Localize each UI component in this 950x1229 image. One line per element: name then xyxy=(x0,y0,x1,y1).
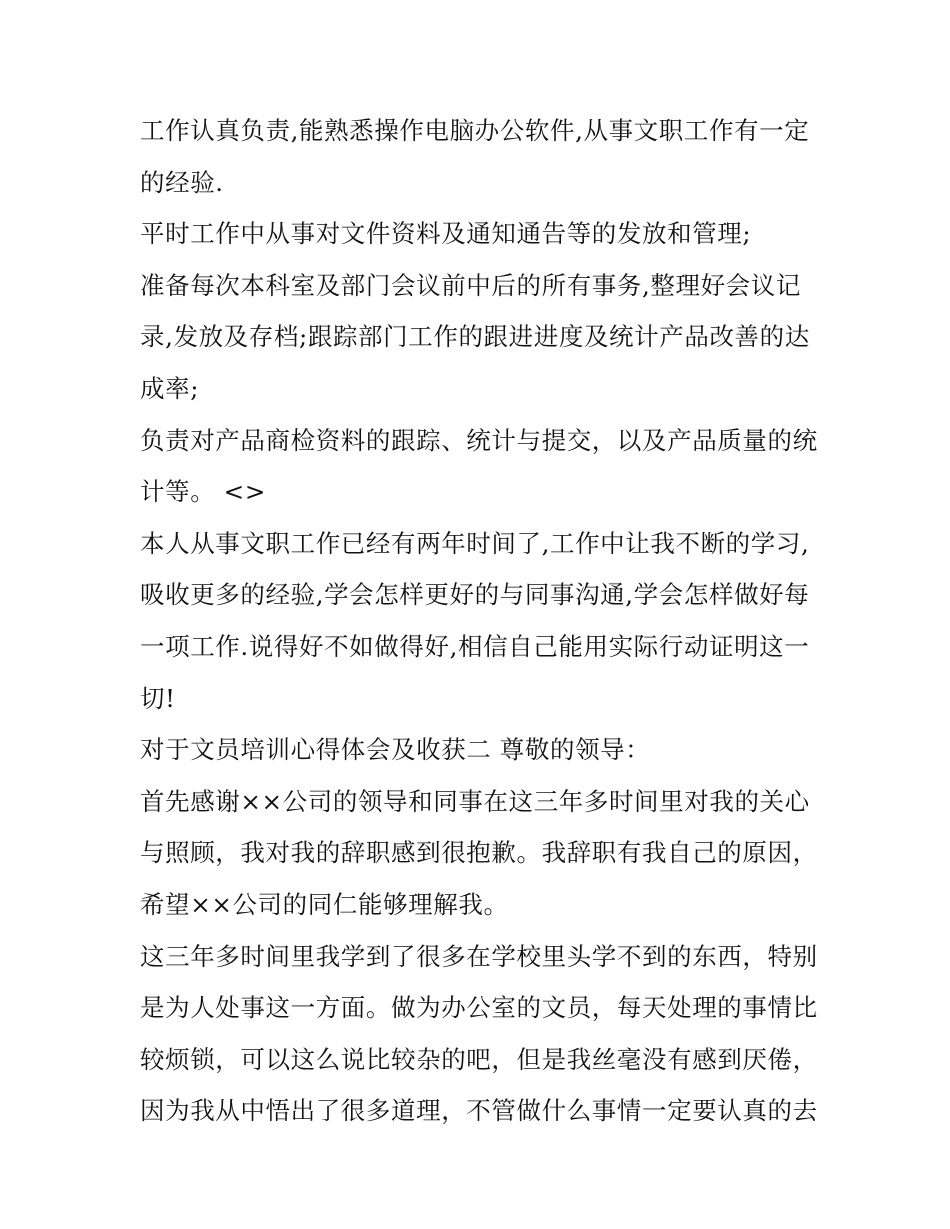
text-line: 这三年多时间里我学到了很多在学校里头学不到的东西，特别 xyxy=(140,941,818,971)
text-line: 因为我从中悟出了很多道理，不管做什么事情一定要认真的去 xyxy=(140,1096,818,1126)
text-line: 准备每次本科室及部门会议前中后的所有事务,整理好会议记 xyxy=(140,270,801,300)
text-line: 希望××公司的同仁能够理解我。 xyxy=(140,889,509,919)
text-line: 平时工作中从事对文件资料及通知通告等的发放和管理; xyxy=(140,219,752,249)
text-line: 切! xyxy=(140,683,176,713)
text-line: 本人从事文职工作已经有两年时间了,工作中让我不断的学习, xyxy=(140,528,810,558)
text-line: 是为人处事这一方面。做为办公室的文员，每天处理的事情比 xyxy=(140,993,818,1023)
text-line: 对于文员培训心得体会及收获二 尊敬的领导： xyxy=(140,735,651,765)
text-line: 较烦锁，可以这么说比较杂的吧，但是我丝毫没有感到厌倦， xyxy=(140,1044,818,1074)
text-line: 计等。 <> xyxy=(140,477,266,507)
text-line: 成率; xyxy=(140,373,200,403)
text-line: 与照顾，我对我的辞职感到很抱歉。我辞职有我自己的原因， xyxy=(140,838,818,868)
text-line: 负责对产品商检资料的跟踪、统计与提交，以及产品质量的统 xyxy=(140,425,818,455)
text-line: 一项工作.说得好不如做得好,相信自己能用实际行动证明这一 xyxy=(140,631,810,661)
text-line: 的经验. xyxy=(140,167,224,197)
text-line: 首先感谢××公司的领导和同事在这三年多时间里对我的关心 xyxy=(140,786,810,816)
text-line: 录,发放及存档;跟踪部门工作的跟进进度及统计产品改善的达 xyxy=(140,322,810,352)
document-body xyxy=(140,105,820,1137)
text-line: 工作认真负责,能熟悉操作电脑办公软件,从事文职工作有一定 xyxy=(140,116,810,145)
text-line: 吸收更多的经验,学会怎样更好的与同事沟通,学会怎样做好每 xyxy=(140,580,810,610)
